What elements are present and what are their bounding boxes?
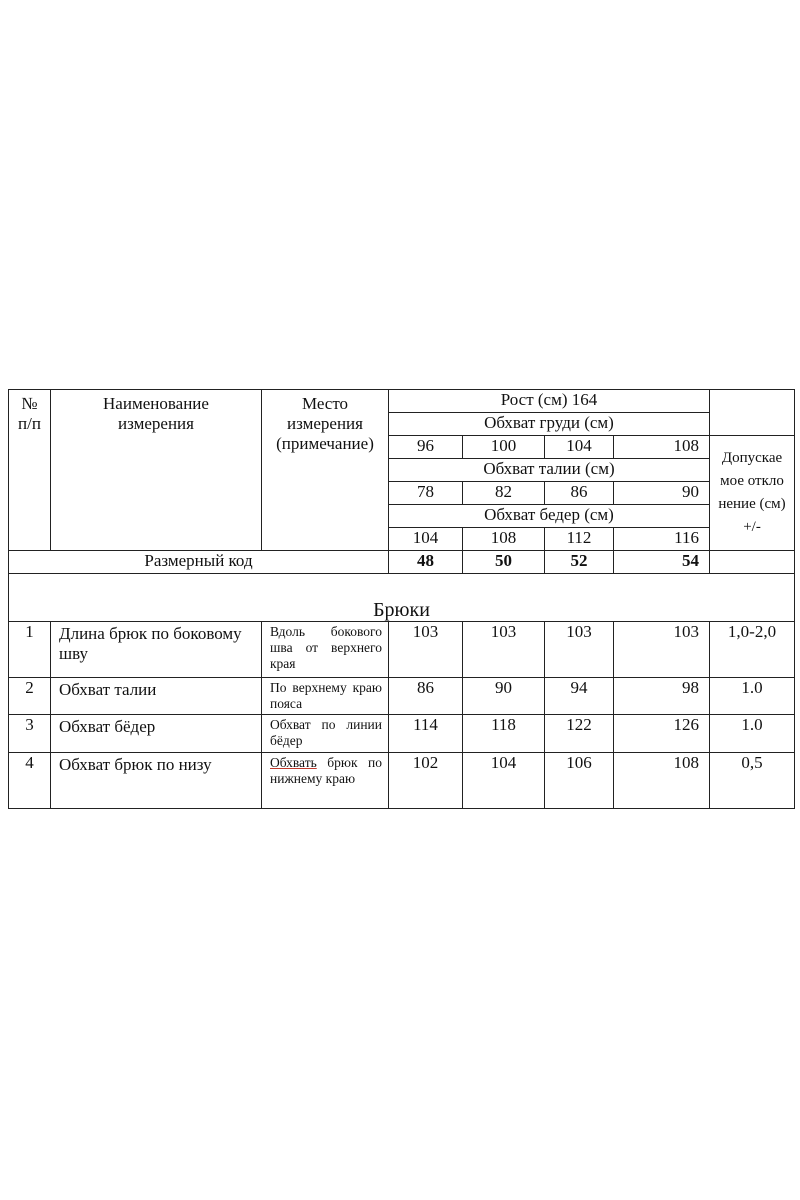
row-value: 104 [463, 753, 545, 809]
header-hips: Обхват бедер (см) [389, 505, 710, 528]
row-num: 3 [9, 715, 51, 753]
row-value: 90 [463, 678, 545, 715]
row-place: Вдоль бокового шва от верхнего края [262, 622, 389, 678]
chest-value: 96 [389, 436, 463, 459]
hips-value: 116 [614, 528, 710, 551]
row-tolerance: 1.0 [710, 678, 795, 715]
row-value: 102 [389, 753, 463, 809]
row-value: 114 [389, 715, 463, 753]
row-num: 4 [9, 753, 51, 809]
waist-value: 82 [463, 482, 545, 505]
row-value: 108 [614, 753, 710, 809]
header-tolerance: Допускаемое отклонение (см) +/- [710, 436, 795, 551]
row-place: Обхват по линии бёдер [262, 715, 389, 753]
row-num: 2 [9, 678, 51, 715]
row-value: 86 [389, 678, 463, 715]
row-value: 103 [389, 622, 463, 678]
row-num: 1 [9, 622, 51, 678]
chest-value: 100 [463, 436, 545, 459]
row-tolerance: 1,0-2,0 [710, 622, 795, 678]
header-waist: Обхват талии (см) [389, 459, 710, 482]
row-place-misspelled-word: Обхвать [270, 755, 317, 770]
row-name: Обхват талии [51, 678, 262, 715]
header-height: Рост (см) 164 [389, 390, 710, 413]
chest-value: 108 [614, 436, 710, 459]
size-code-value: 52 [545, 551, 614, 574]
waist-value: 86 [545, 482, 614, 505]
size-code-blank [710, 551, 795, 574]
row-tolerance: 0,5 [710, 753, 795, 809]
row-place: По верхнему краю пояса [262, 678, 389, 715]
waist-value: 90 [614, 482, 710, 505]
size-code-value: 54 [614, 551, 710, 574]
header-chest: Обхват груди (см) [389, 413, 710, 436]
size-chart-table [8, 389, 795, 809]
hips-value: 104 [389, 528, 463, 551]
header-num: № п/п [9, 390, 51, 551]
row-value: 106 [545, 753, 614, 809]
measurement-table-sheet [8, 389, 794, 809]
row-value: 126 [614, 715, 710, 753]
row-place-rest: брюк по нижнему краю [270, 755, 382, 786]
section-title: Брюки [9, 574, 795, 622]
row-name: Обхват бёдер [51, 715, 262, 753]
row-value: 94 [545, 678, 614, 715]
size-code-label: Размерный код [9, 551, 389, 574]
hips-value: 112 [545, 528, 614, 551]
size-code-value: 48 [389, 551, 463, 574]
row-tolerance: 1.0 [710, 715, 795, 753]
hips-value: 108 [463, 528, 545, 551]
chest-value: 104 [545, 436, 614, 459]
row-place [262, 753, 389, 809]
row-name: Длина брюк по боковому шву [51, 622, 262, 678]
row-name: Обхват брюк по низу [51, 753, 262, 809]
row-value: 122 [545, 715, 614, 753]
header-place: Место измерения (примечание) [262, 390, 389, 551]
size-code-value: 50 [463, 551, 545, 574]
header-name: Наименование измерения [51, 390, 262, 551]
header-tolerance-blank [710, 390, 795, 436]
waist-value: 78 [389, 482, 463, 505]
row-value: 98 [614, 678, 710, 715]
row-value: 103 [463, 622, 545, 678]
row-value: 103 [545, 622, 614, 678]
row-value: 103 [614, 622, 710, 678]
row-value: 118 [463, 715, 545, 753]
